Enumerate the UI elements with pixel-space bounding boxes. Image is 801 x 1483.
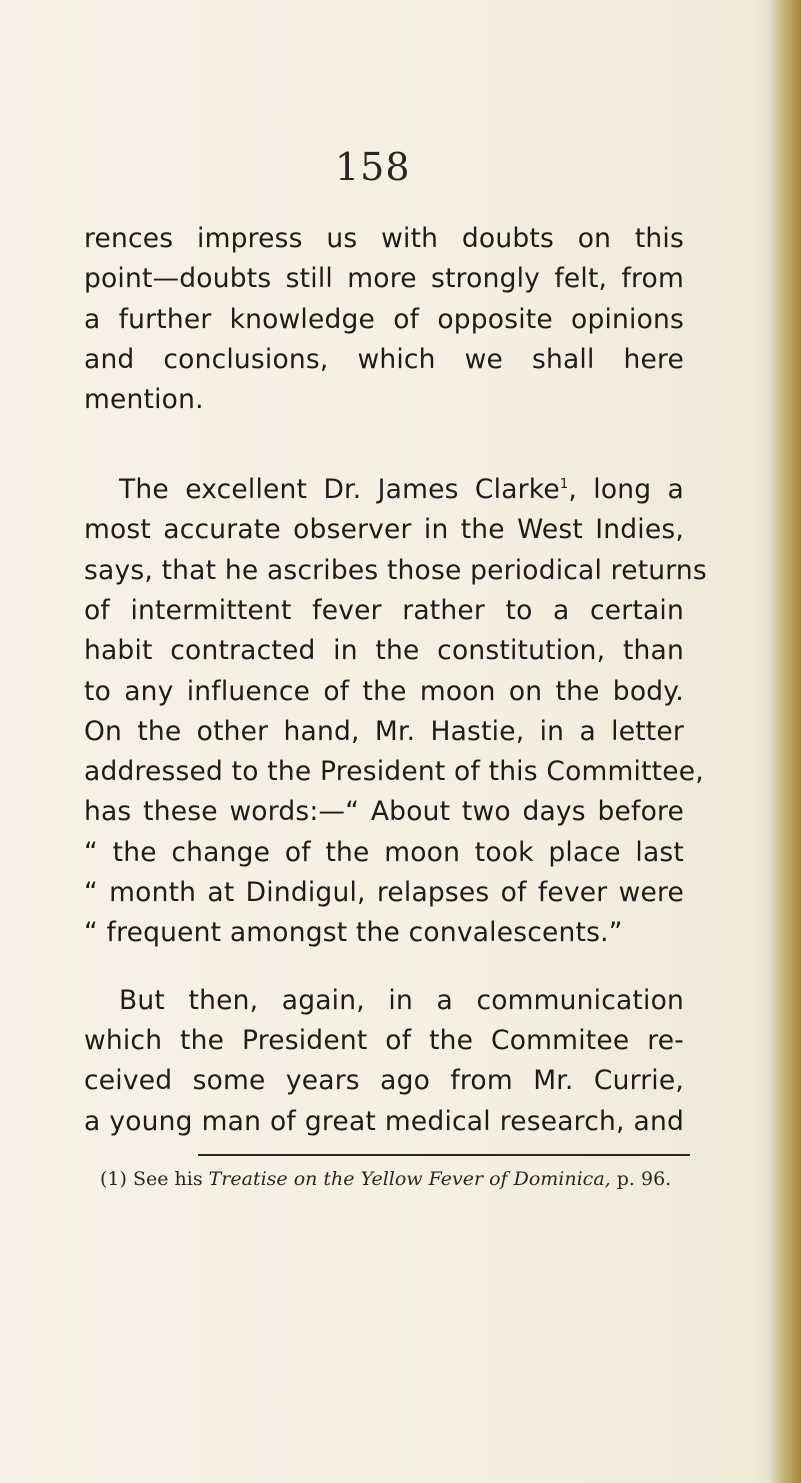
text-line: “ frequent amongst the convalescents.”: [84, 917, 623, 949]
footnote-suffix: p. 96.: [616, 1167, 672, 1190]
text-line: a young man of great medical research, and: [84, 1105, 684, 1137]
text-line: addressed to the President of this Committee,: [84, 756, 704, 788]
text-fragment: , long a: [568, 474, 684, 505]
text-line: to any influence of the moon on the body.: [84, 675, 684, 707]
text-line: But then, again, in a communication: [119, 984, 684, 1016]
text-fragment: The excellent Dr. James Clarke: [119, 474, 560, 505]
text-line: On the other hand, Mr. Hastie, in a letter: [84, 715, 684, 747]
footnote-prefix: See his: [132, 1167, 203, 1190]
text-line: of intermittent fever rather to a certain: [84, 594, 684, 626]
page-number: 158: [335, 145, 411, 189]
text-line: “ the change of the moon took place last: [84, 836, 684, 868]
text-line: point—doubts still more strongly felt, from: [84, 263, 684, 295]
text-line: a further knowledge of opposite opinions: [84, 303, 684, 335]
text-line: ceived some years ago from Mr. Currie,: [84, 1065, 684, 1097]
text-line: and conclusions, which we shall here: [84, 343, 684, 375]
text-line: most accurate observer in the West Indies,: [84, 514, 684, 546]
footnote-number: (1): [100, 1167, 127, 1190]
footnote-title: Treatise on the Yellow Fever of Dominica,: [208, 1167, 611, 1190]
text-line: habit contracted in the constitution, than: [84, 635, 684, 667]
text-line: says, that he ascribes those periodical returns: [84, 554, 707, 586]
text-line: “ month at Dindigul, relapses of fever were: [84, 877, 684, 908]
text-line: mention.: [84, 384, 204, 416]
footnote: [100, 1164, 700, 1194]
text-line: which the President of the Commitee re-: [84, 1024, 684, 1056]
footnote-marker: 1: [559, 477, 569, 493]
text-line: rences impress us with doubts on this: [84, 223, 684, 254]
footnote-rule: [198, 1154, 690, 1156]
text-line: has these words:—“ About two days before: [84, 796, 684, 828]
text-line-with-footnote: [119, 468, 684, 512]
